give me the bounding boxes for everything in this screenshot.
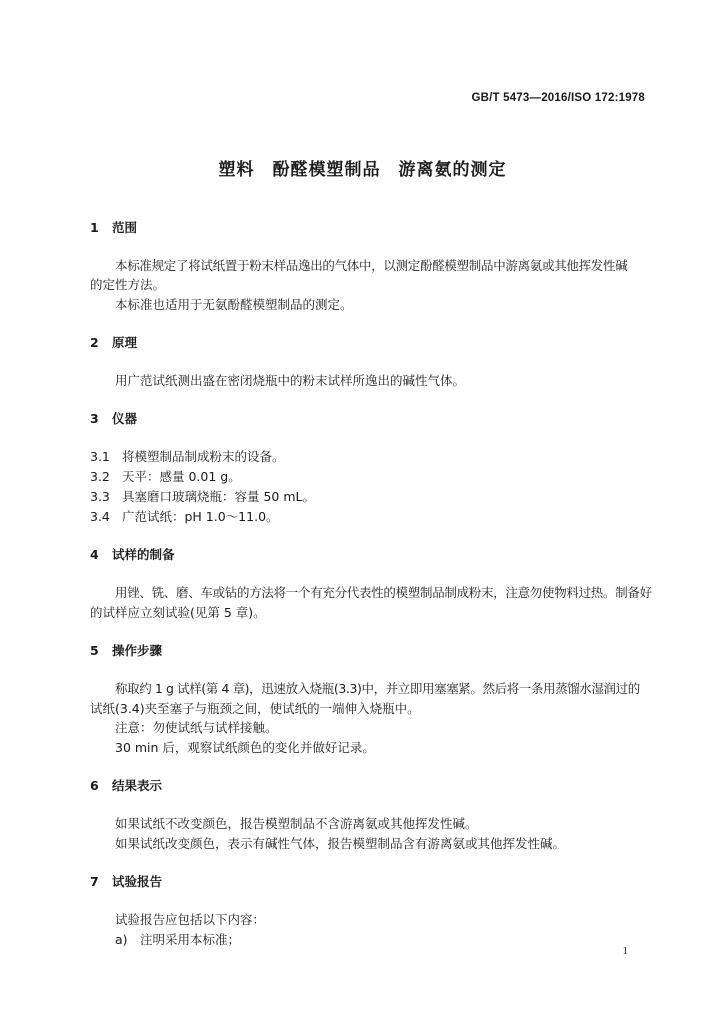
section-number: 5 xyxy=(90,643,99,658)
section-number: 4 xyxy=(90,547,99,562)
item-number: 3.1 xyxy=(90,449,110,464)
standard-code: GB/T 5473—2016/ISO 172:1978 xyxy=(471,92,645,104)
section-title: 仪器 xyxy=(112,411,138,426)
list-item xyxy=(90,507,279,525)
list-item xyxy=(90,447,285,465)
paragraph: 的试样应立刻试验(见第 5 章)。 xyxy=(90,605,266,620)
section-6-heading xyxy=(90,776,162,794)
paragraph: 用广范试纸测出盛在密闭烧瓶中的粉末试样所逸出的碱性气体。 xyxy=(115,373,466,388)
section-4-heading xyxy=(90,545,175,563)
section-number: 6 xyxy=(90,778,99,793)
note-paragraph: 注意：勿使试纸与试样接触。 xyxy=(115,720,278,735)
section-5-heading xyxy=(90,641,162,659)
section-1-heading xyxy=(90,218,137,236)
paragraph: 如果试纸不改变颜色，报告模塑制品不含游离氨或其他挥发性碱。 xyxy=(115,816,478,831)
item-number: 3.4 xyxy=(90,509,110,524)
item-text: 具塞磨口玻璃烧瓶：容量 50 mL。 xyxy=(122,489,315,504)
paragraph: 本标准也适用于无氨酚醛模塑制品的测定。 xyxy=(115,297,353,312)
paragraph: 称取约 1 g 试样(第 4 章)，迅速放入烧瓶(3.3)中，并立即用塞塞紧。然后将一条用蒸馏水湿润过的 xyxy=(115,681,640,696)
list-item xyxy=(90,487,315,505)
item-number: 3.2 xyxy=(90,469,110,484)
page-number: 1 xyxy=(622,945,628,957)
paragraph: 试验报告应包括以下内容： xyxy=(115,912,266,927)
section-number: 7 xyxy=(90,874,99,889)
section-title: 结果表示 xyxy=(112,778,163,793)
page-title: 塑料 酚醛模塑制品 游离氨的测定 xyxy=(218,160,507,180)
paragraph: 用锉、铣、磨、车或钻的方法将一个有充分代表性的模塑制品制成粉末，注意勿使物料过热。制备好 xyxy=(115,585,652,600)
paragraph: 30 min 后，观察试纸颜色的变化并做好记录。 xyxy=(115,740,375,755)
paragraph: 的定性方法。 xyxy=(90,277,166,292)
item-number: 3.3 xyxy=(90,489,110,504)
section-title: 试样的制备 xyxy=(112,547,175,562)
section-number: 2 xyxy=(90,335,99,350)
section-title: 范围 xyxy=(112,220,138,235)
paragraph: 如果试纸改变颜色，表示有碱性气体，报告模塑制品含有游离氨或其他挥发性碱。 xyxy=(115,836,566,851)
section-title: 原理 xyxy=(112,335,138,350)
list-item: a) 注明采用本标准； xyxy=(115,932,241,947)
item-text: 天平：感量 0.01 g。 xyxy=(122,469,241,484)
section-2-heading xyxy=(90,333,137,351)
section-title: 操作步骤 xyxy=(112,643,163,658)
section-3-heading xyxy=(90,409,137,427)
section-number: 3 xyxy=(90,411,99,426)
section-title: 试验报告 xyxy=(112,874,163,889)
section-7-heading xyxy=(90,872,162,890)
item-text: 广范试纸：pH 1.0～11.0。 xyxy=(122,509,279,524)
list-item xyxy=(90,467,241,485)
item-text: 将模塑制品制成粉末的设备。 xyxy=(122,449,285,464)
paragraph: 本标准规定了将试纸置于粉末样品逸出的气体中，以测定酚醛模塑制品中游离氨或其他挥发性碱 xyxy=(115,258,628,273)
paragraph: 试纸(3.4)夹至塞子与瓶颈之间，使试纸的一端伸入烧瓶中。 xyxy=(90,701,420,716)
section-number: 1 xyxy=(90,220,99,235)
